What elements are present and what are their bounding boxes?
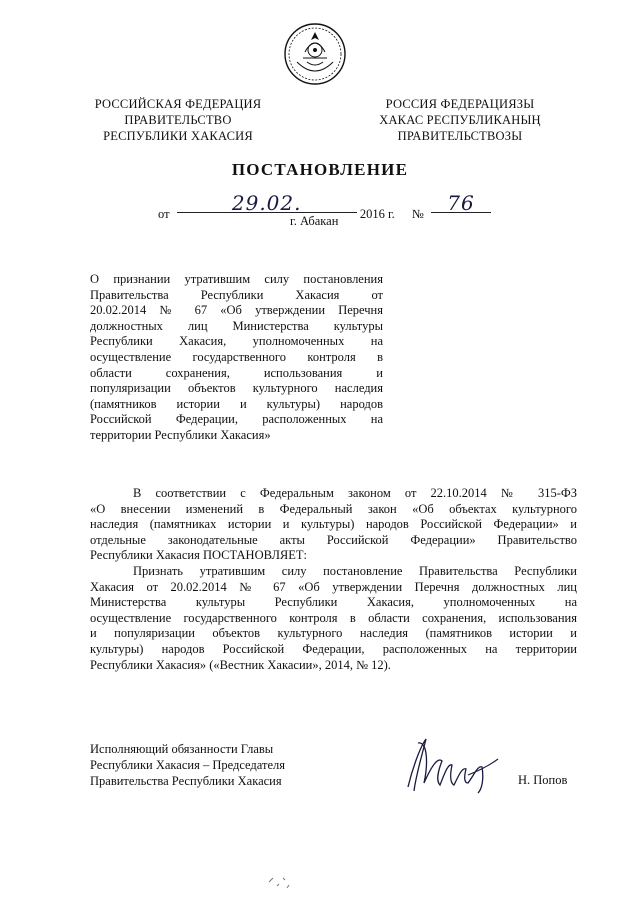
body-line: наследия (памятниках истории и культуры) народов Российской Федерации» и	[90, 517, 577, 532]
subject-line: должностных лиц Министерства культуры	[90, 318, 383, 333]
subject-line: (памятников истории и культуры) народов	[90, 396, 383, 411]
header-line: ПРАВИТЕЛЬСТВОЗЫ	[397, 129, 523, 143]
header-line: РЕСПУБЛИКИ ХАКАСИЯ	[103, 129, 253, 143]
body-line: «О внесении изменений в Федеральный закон «Об объектах культурного	[90, 501, 577, 516]
body-line: и популяризации объектов культурного наследия (памятников истории и	[90, 626, 577, 641]
position-line: Правительства Республики Хакасия	[90, 774, 282, 788]
body-line: В соответствии с Федеральным законом от 22.10.2014 № 315-ФЗ	[133, 486, 577, 500]
subject-heading	[90, 272, 383, 444]
header-khakas	[360, 96, 560, 144]
body-line: Министерства культуры Республики Хакасия, уполномоченных на	[90, 595, 577, 610]
body-line: отдельные законодательные акты Российской Федерации» Правительство	[90, 532, 577, 547]
subject-line: осуществление государственного контроля в	[90, 349, 383, 364]
header-russian	[78, 96, 278, 144]
subject-line: территории Республики Хакасия»	[90, 427, 271, 442]
number-field	[431, 191, 491, 215]
year-label: 2016 г.	[359, 207, 395, 221]
number-sign: №	[411, 207, 424, 221]
header-line: РОССИЙСКАЯ ФЕДЕРАЦИЯ	[94, 97, 262, 111]
date-field	[177, 191, 357, 215]
handwritten-number: 76	[447, 191, 475, 215]
signatory-position	[90, 741, 285, 789]
body-line: культуры) народов Российской Федерации, расположенных на территории	[90, 641, 577, 656]
subject-line: О признании утратившим силу постановления	[90, 272, 383, 286]
handwritten-date: 29.02.	[231, 191, 302, 215]
body-text	[90, 486, 577, 673]
body-line: Республики Хакасия ПОСТАНОВЛЯЕТ:	[90, 548, 308, 563]
subject-line: 20.02.2014 № 67 «Об утверждении Перечня	[90, 303, 383, 318]
subject-line: Правительства Республики Хакасия от	[90, 287, 383, 302]
body-line: Признать утратившим силу постановление Правительства Республики	[133, 563, 577, 578]
city-label: г. Абакан	[290, 214, 339, 228]
position-line: Исполняющий обязанности Главы	[90, 742, 274, 756]
header-line: РОССИЯ ФЕДЕРАЦИЯЗЫ	[385, 97, 535, 111]
header-line: ХАКАС РЕСПУБЛИКАНЫҢ	[379, 113, 541, 127]
scan-mark-icon	[265, 872, 295, 892]
subject-line: области сохранения, использования и	[90, 365, 383, 380]
body-line: Республики Хакасия» («Вестник Хакасии», 2014, № 12).	[90, 657, 391, 672]
position-line: Республики Хакасия – Председателя	[90, 758, 286, 772]
body-line: осуществление государственного контроля в области сохранения, использования	[90, 610, 577, 625]
body-line: Хакасия от 20.02.2014 № 67 «Об утверждении Перечня должностных лиц	[90, 579, 577, 594]
signer-name: Н. Попов	[518, 773, 568, 787]
subject-line: популяризации объектов культурного наследия	[90, 381, 383, 396]
header-line: ПРАВИТЕЛЬСТВО	[124, 113, 232, 127]
date-prefix: от	[158, 207, 170, 221]
subject-line: Российской Федерации, расположенных на	[90, 412, 383, 427]
document-title: ПОСТАНОВЛЕНИЕ	[231, 160, 409, 179]
coat-of-arms-emblem	[283, 22, 347, 86]
handwritten-signature	[398, 735, 508, 795]
subject-line: Республики Хакасия, уполномоченных на	[90, 334, 383, 349]
